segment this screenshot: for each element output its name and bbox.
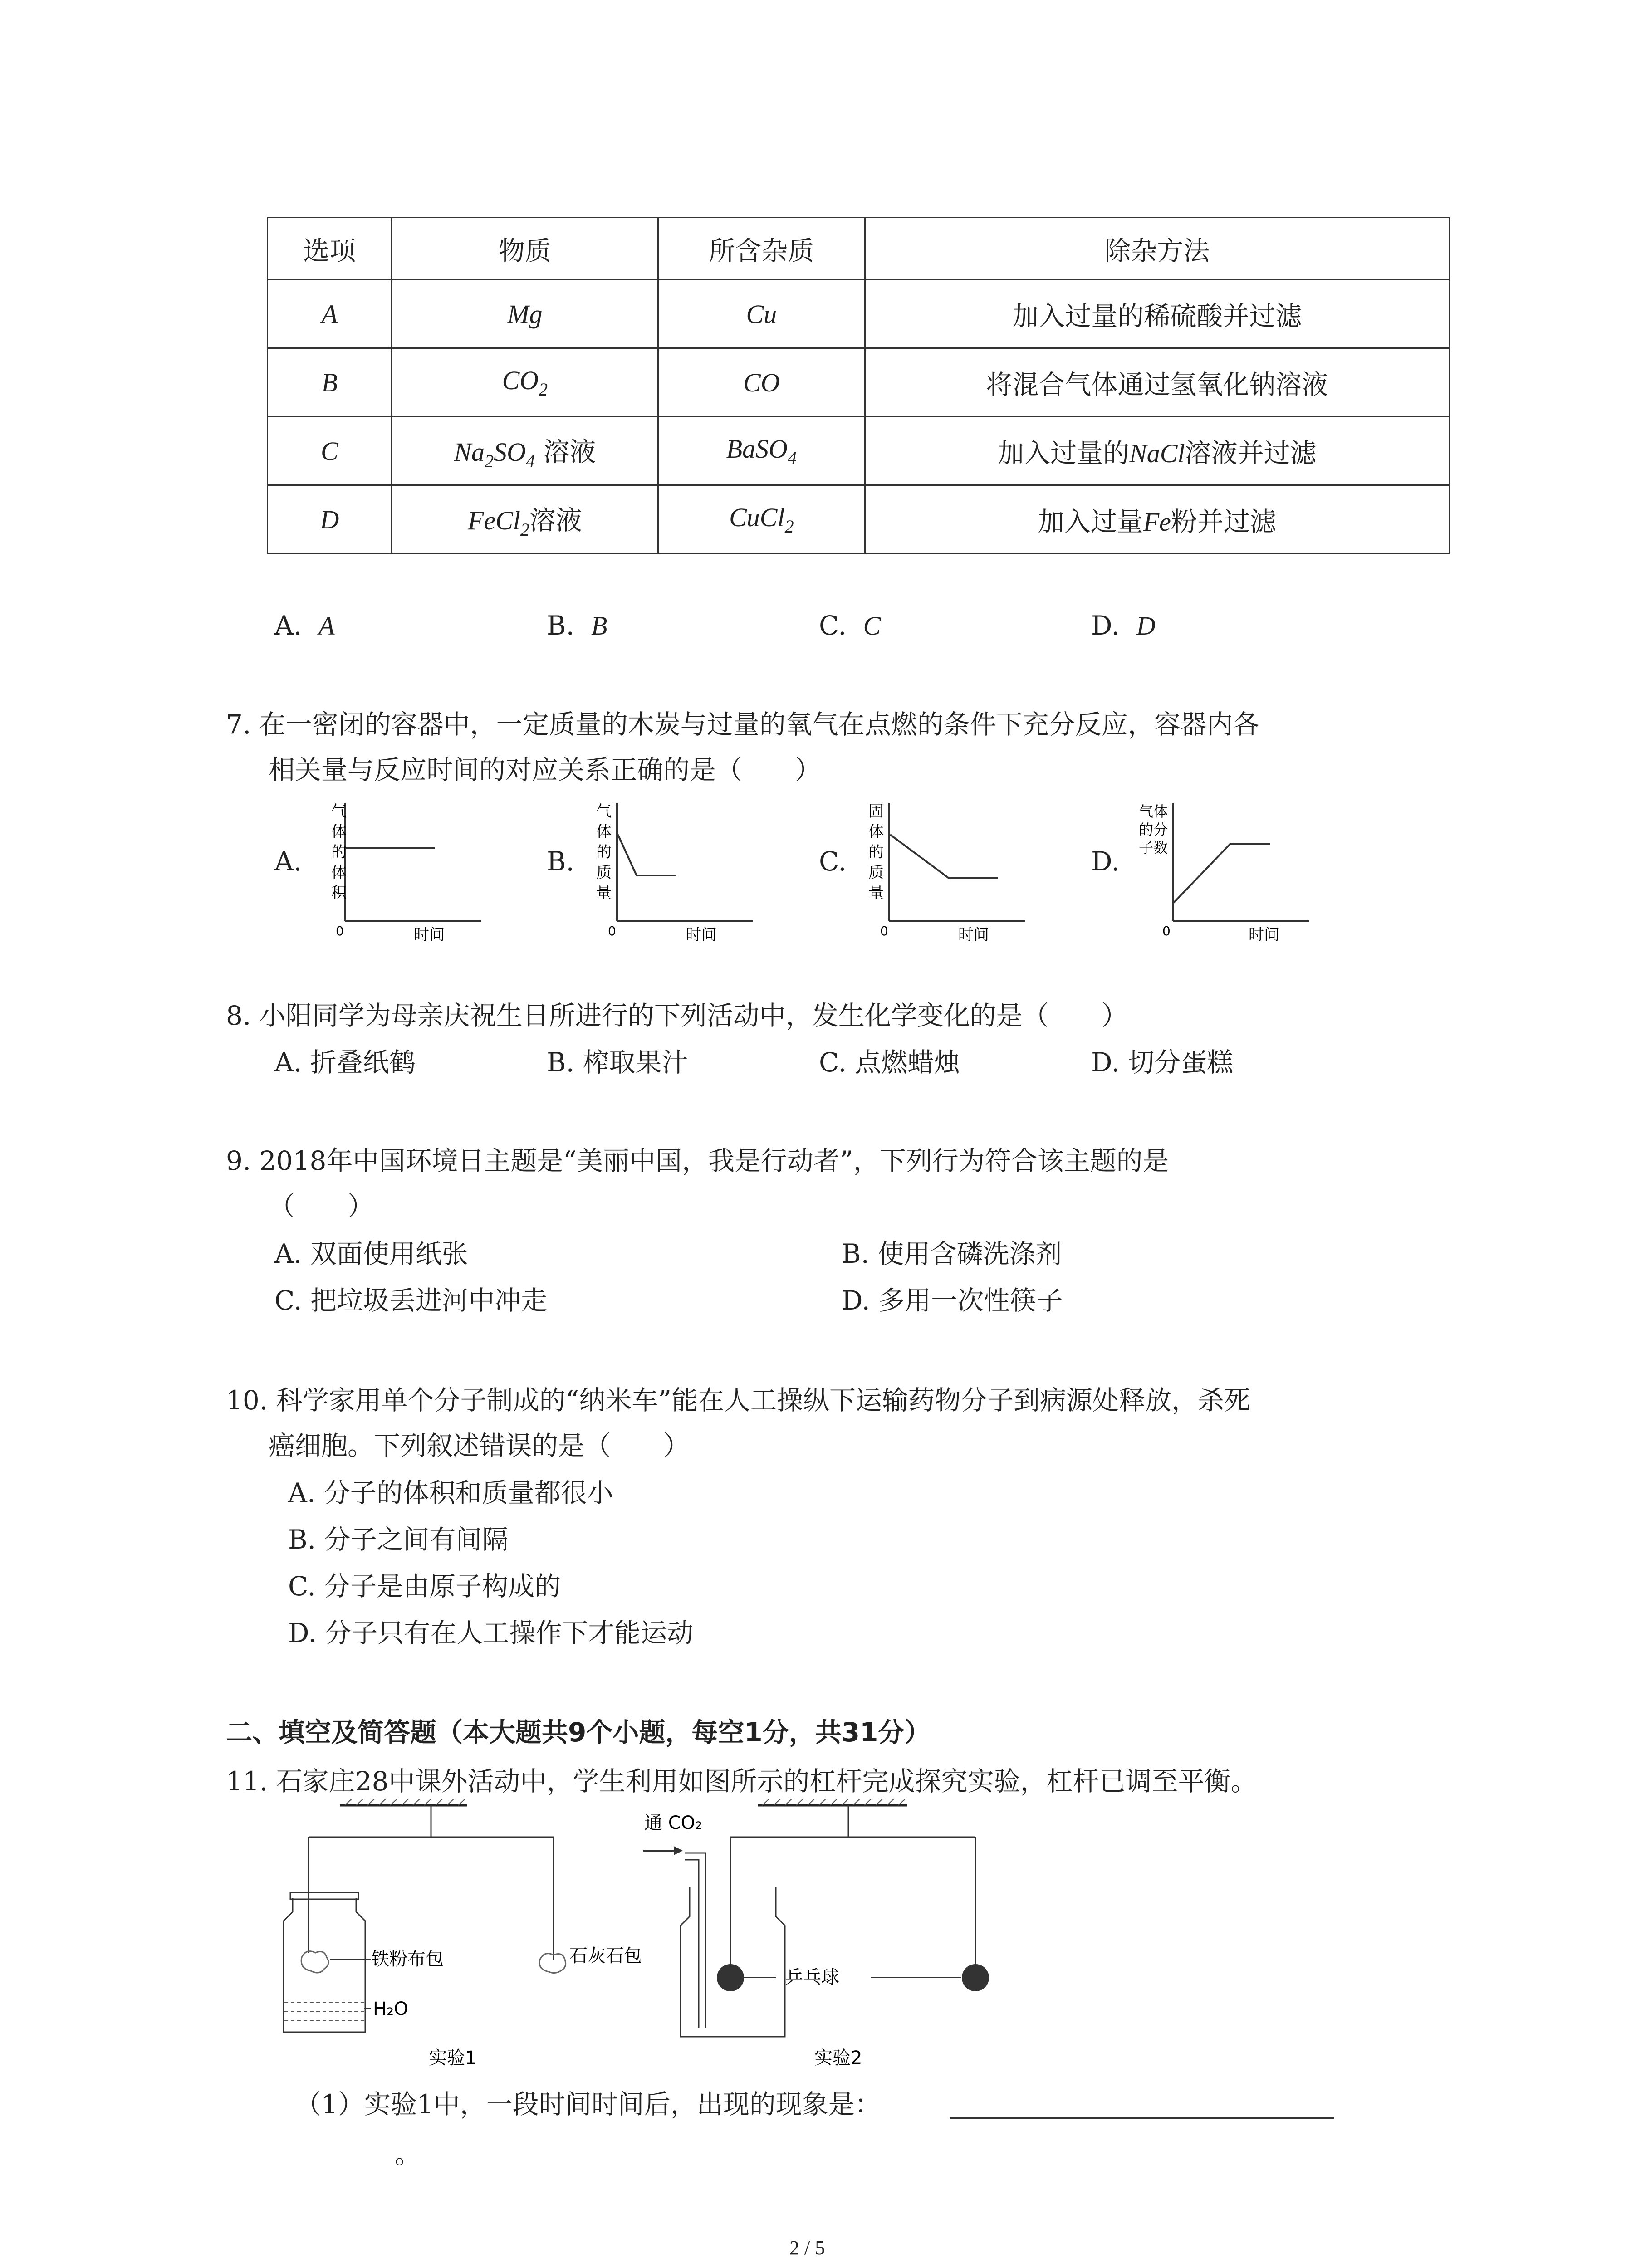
q11-stem: 11. 石家庄28中课外活动中，学生利用如图所示的杠杆完成探究实验，杠杆已调至平衡。 xyxy=(226,1766,1257,1797)
q7-graph-c xyxy=(857,798,1030,943)
q7-option-d-label[interactable]: D. xyxy=(1091,846,1120,877)
y-axis-label-line: 的分 xyxy=(1139,821,1168,838)
option-label: C. xyxy=(819,610,847,641)
option-value: A xyxy=(318,611,335,640)
cell-impurity xyxy=(658,417,865,485)
formula-suffix: 溶液 xyxy=(529,504,582,536)
y-axis-label-char: 体 xyxy=(331,864,347,882)
q10-option-c[interactable]: C. 分子是由原子构成的 xyxy=(288,1571,561,1602)
cell-impurity: CO xyxy=(658,348,865,417)
table-row xyxy=(268,348,1450,417)
formula-text: Fe xyxy=(1143,507,1171,537)
section-2-title: 二、填空及简答题（本大题共9个小题，每空1分，共31分） xyxy=(226,1717,931,1748)
y-axis-label-line: 子数 xyxy=(1139,839,1168,856)
q11-sub1-end: 。 xyxy=(395,2139,421,2170)
option-label: A. xyxy=(274,610,302,641)
cell-impurity xyxy=(658,485,865,554)
experiment-2-caption: 实验2 xyxy=(814,2048,862,2068)
water-label: H₂O xyxy=(373,1999,408,2019)
q8-option-d[interactable]: D. 切分蛋糕 xyxy=(1091,1047,1234,1078)
cell-method: 将混合气体通过氢氧化钠溶液 xyxy=(865,348,1449,417)
subscript: 2 xyxy=(520,519,529,540)
q9-option-c[interactable]: C. 把垃圾丢进河中冲走 xyxy=(274,1285,548,1316)
q9-stem-line2: （ ） xyxy=(269,1191,374,1222)
q10-stem-line2: 癌细胞。下列叙述错误的是（ ） xyxy=(269,1430,690,1461)
q10-option-a[interactable]: A. 分子的体积和质量都很小 xyxy=(288,1477,613,1508)
iron-bag-icon xyxy=(301,1951,328,1973)
y-axis-label-char: 体 xyxy=(868,823,884,841)
q7-option-c-label[interactable]: C. xyxy=(819,846,847,877)
y-axis-label-char: 的 xyxy=(596,843,612,861)
subscript: 2 xyxy=(485,450,494,471)
method-text: 加入过量的 xyxy=(998,438,1130,469)
formula-text: NaCl xyxy=(1129,439,1185,468)
y-axis-label-char: 量 xyxy=(596,884,612,902)
page-number: 2 / 5 xyxy=(789,2237,825,2259)
q7-graph-b xyxy=(585,798,758,943)
y-axis-label-char: 体 xyxy=(331,823,347,841)
subscript: 4 xyxy=(788,448,797,468)
cell-substance xyxy=(392,485,658,554)
cell-method: 加入过量的稀硫酸并过滤 xyxy=(865,280,1449,348)
experiment-2-figure xyxy=(635,1796,1025,2068)
impurity-removal-table xyxy=(267,217,1450,554)
limestone-bag-label: 石灰石包 xyxy=(569,1945,642,1966)
formula-text: Na xyxy=(454,437,485,467)
cell-method xyxy=(865,417,1449,485)
co2-inlet-label: 通 CO₂ xyxy=(644,1813,703,1833)
option-value: D xyxy=(1136,611,1156,640)
ping-pong-ball-left xyxy=(717,1964,744,1991)
subscript: 2 xyxy=(784,516,794,537)
header-impurity: 所含杂质 xyxy=(658,218,865,280)
cell-option: D xyxy=(268,485,392,554)
table-row xyxy=(268,485,1450,554)
table-row xyxy=(268,417,1450,485)
cell-impurity: Cu xyxy=(658,280,865,348)
cell-substance: Mg xyxy=(392,280,658,348)
limestone-bag-icon xyxy=(539,1954,566,1973)
header-substance: 物质 xyxy=(392,218,658,280)
cell-option: B xyxy=(268,348,392,417)
q6-option-b[interactable] xyxy=(547,612,607,639)
q6-option-a[interactable] xyxy=(274,612,335,639)
q9-stem-line1: 9. 2018年中国环境日主题是“美丽中国，我是行动者”，下列行为符合该主题的是 xyxy=(226,1145,1169,1176)
q7-option-a-label[interactable]: A. xyxy=(274,846,302,877)
y-axis-label-line: 气体 xyxy=(1139,803,1168,820)
y-axis-label-char: 质 xyxy=(596,864,612,882)
y-axis-label-char: 气 xyxy=(596,802,612,821)
q9-option-b[interactable]: B. 使用含磷洗涤剂 xyxy=(842,1238,1062,1269)
q7-stem-line2: 相关量与反应时间的对应关系正确的是（ ） xyxy=(269,754,822,785)
y-axis-label-char: 质 xyxy=(868,864,884,882)
experiment-1-caption: 实验1 xyxy=(429,2048,477,2068)
ping-pong-ball-label: 乒乓球 xyxy=(785,1967,839,1988)
x-axis-label: 时间 xyxy=(1249,926,1279,943)
formula-text: BaSO xyxy=(726,434,788,464)
q11-sub1: （1）实验1中，一段时间时间后，出现的现象是： xyxy=(295,2089,881,2120)
y-axis-label-char: 固 xyxy=(868,802,884,821)
cell-option: C xyxy=(268,417,392,485)
y-axis-label-char: 量 xyxy=(868,884,884,902)
q7-stem-line1: 7. 在一密闭的容器中，一定质量的木炭与过量的氧气在点燃的条件下充分反应，容器内各 xyxy=(226,709,1259,740)
x-axis-label: 时间 xyxy=(958,926,989,943)
cell-option: A xyxy=(268,280,392,348)
y-axis-label-char: 体 xyxy=(596,823,612,841)
origin-label: 0 xyxy=(1162,924,1171,938)
q9-option-a[interactable]: A. 双面使用纸张 xyxy=(274,1238,468,1269)
cell-substance xyxy=(392,417,658,485)
origin-label: 0 xyxy=(880,924,888,938)
q8-option-c[interactable]: C. 点燃蜡烛 xyxy=(819,1047,960,1078)
method-text: 加入过量 xyxy=(1038,506,1143,537)
table-row xyxy=(268,280,1450,348)
y-axis-label-char: 的 xyxy=(868,843,884,861)
q10-stem-line1: 10. 科学家用单个分子制成的“纳米车”能在人工操纵下运输药物分子到病源处释放，杀死 xyxy=(226,1385,1250,1416)
table-header-row xyxy=(268,218,1450,280)
formula-text: CuCl xyxy=(729,503,785,532)
option-value: B xyxy=(591,611,607,640)
cell-substance xyxy=(392,348,658,417)
option-value: C xyxy=(863,611,881,640)
x-axis-label: 时间 xyxy=(414,926,445,943)
ping-pong-ball-right xyxy=(962,1964,989,1991)
x-axis-label: 时间 xyxy=(686,926,717,943)
option-label: B. xyxy=(547,610,575,641)
subscript: 2 xyxy=(539,379,548,400)
y-axis-label-char: 积 xyxy=(331,884,347,902)
q7-graph-d xyxy=(1130,798,1311,943)
iron-powder-bag-label: 铁粉布包 xyxy=(371,1949,444,1970)
y-axis-label-char: 的 xyxy=(331,843,347,861)
q7-graph-a xyxy=(313,798,485,943)
q7-option-b-label[interactable]: B. xyxy=(547,846,575,877)
origin-label: 0 xyxy=(336,924,344,938)
formula-text: FeCl xyxy=(467,505,520,535)
q8-stem: 8. 小阳同学为母亲庆祝生日所进行的下列活动中，发生化学变化的是（ ） xyxy=(226,1000,1128,1031)
formula-text: CO xyxy=(502,366,539,395)
formula-suffix: 溶液 xyxy=(534,436,596,467)
header-method: 除杂方法 xyxy=(865,218,1449,280)
origin-label: 0 xyxy=(608,924,616,938)
q6-option-d[interactable] xyxy=(1091,612,1156,639)
method-text: 粉并过滤 xyxy=(1171,506,1276,537)
header-option: 选项 xyxy=(268,218,392,280)
answer-blank-line[interactable] xyxy=(950,2117,1334,2119)
y-axis-label-char: 气 xyxy=(331,802,347,821)
formula-text: SO xyxy=(494,437,526,467)
q6-option-c[interactable] xyxy=(819,612,881,639)
arrow-right-icon xyxy=(674,1846,683,1855)
q10-option-d[interactable]: D. 分子只有在人工操作下才能运动 xyxy=(288,1618,694,1648)
option-label: D. xyxy=(1091,610,1120,641)
q8-option-a[interactable]: A. 折叠纸鹤 xyxy=(274,1047,416,1078)
q10-option-b[interactable]: B. 分子之间有间隔 xyxy=(288,1524,509,1555)
q9-option-d[interactable]: D. 多用一次性筷子 xyxy=(842,1285,1063,1316)
q8-option-b[interactable]: B. 榨取果汁 xyxy=(547,1047,688,1078)
method-text: 溶液并过滤 xyxy=(1185,438,1317,469)
subscript: 4 xyxy=(525,450,535,471)
cell-method xyxy=(865,485,1449,554)
